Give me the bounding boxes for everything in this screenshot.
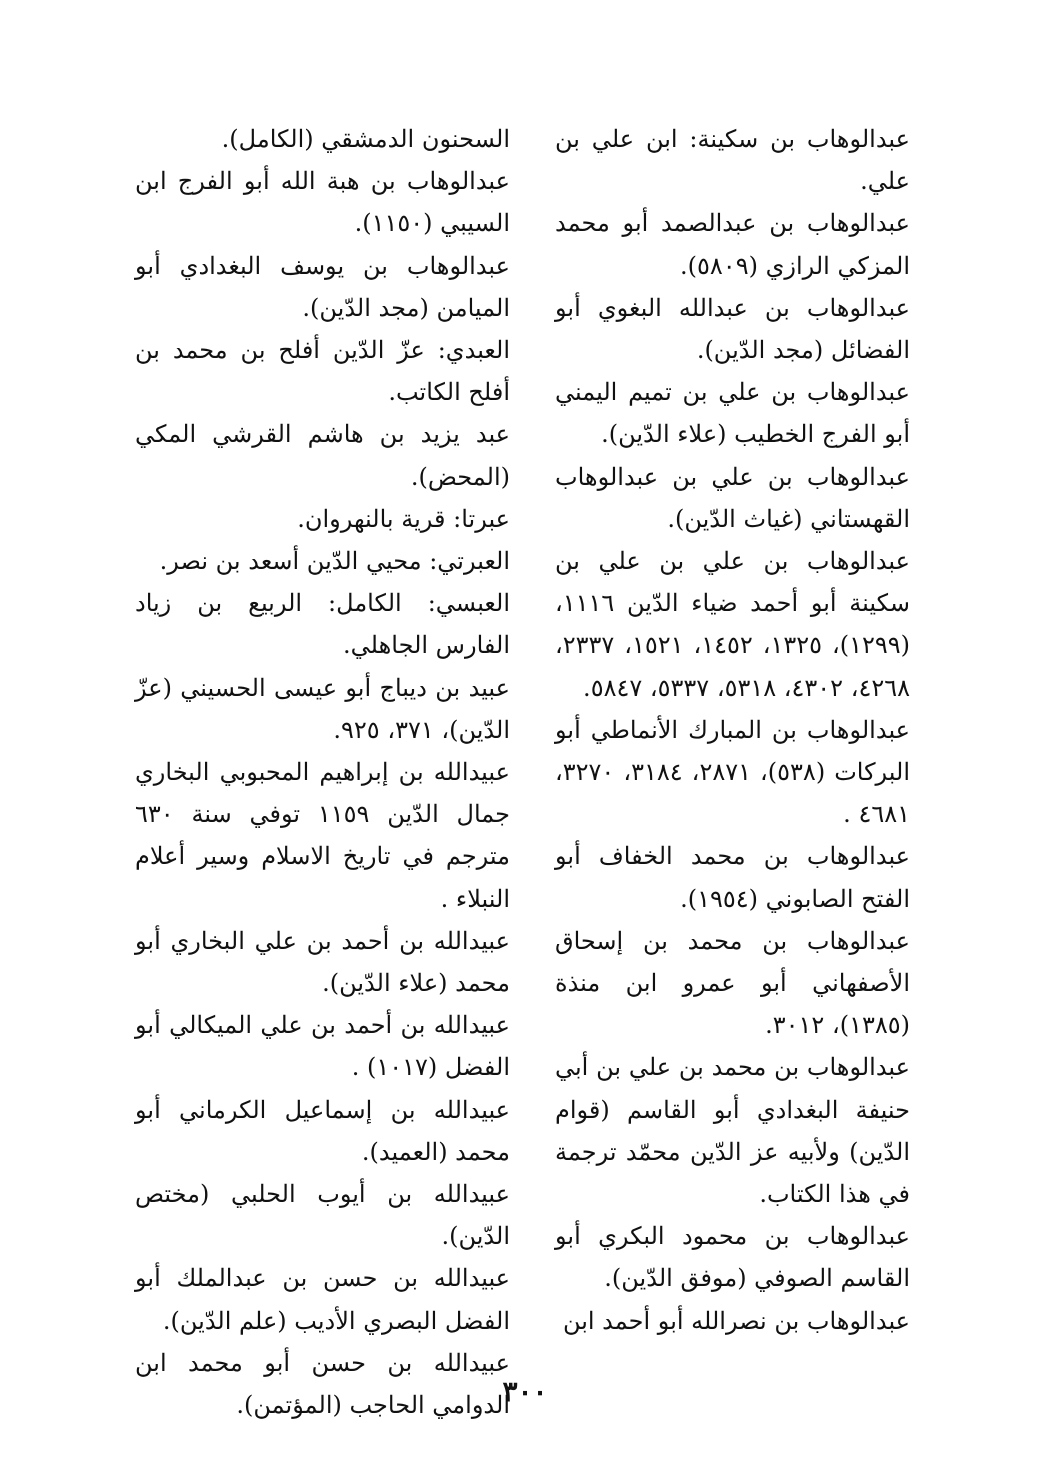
index-entry: عبدالوهاب بن علي بن علي بن سكينة أبو أحمد ضياء الدّين ١١١٦، (١٢٩٩)، ١٣٢٥، ١٤٥٢، ١٥٢١، ٢٣٣٧، ٤٢٦٨، ٤٣٠٢، ٥٣١٨، ٥٣٣٧، ٥٨٤٧.: [555, 547, 910, 702]
index-entry: عبدالوهاب بن علي بن تميم اليمني أبو الفرج الخطيب (علاء الدّين).: [555, 378, 910, 449]
index-entry: عبدالوهاب بن سكينة: ابن علي بن علي.: [555, 125, 910, 196]
index-entry: العبدي: عزّ الدّين أفلح بن محمد بن أفلح الكاتب.: [135, 336, 510, 407]
index-entry: عبدالوهاب بن محمد بن علي بن أبي حنيفة البغدادي أبو القاسم (قوام الدّين) ولأبيه عز الدّين محمّد ترجمة في هذا الكتاب.: [555, 1053, 910, 1209]
index-entry: عبرتا: قرية بالنهروان.: [297, 504, 510, 533]
index-entry: عبدالوهاب بن عبدالله البغوي أبو الفضائل (مجد الدّين).: [555, 293, 910, 365]
index-entry: عبيدالله بن أيوب الحلبي (مختص الدّين).: [135, 1180, 510, 1251]
index-entry: عبدالوهاب بن نصرالله أبو أحمد ابن: [562, 1306, 910, 1335]
index-entry: عبيدالله بن حسن أبو محمد ابن الدوامي الحاجب (المؤتمن).: [135, 1348, 510, 1420]
index-entry: العبسي: الكامل: الربيع بن زياد الفارس الجاهلي.: [135, 589, 510, 660]
index-entry: عبدالوهاب بن محمد الخفاف أبو الفتح الصابوني (١٩٥٤).: [555, 842, 910, 913]
index-entry: السحنون الدمشقي (الكامل).: [221, 125, 510, 153]
index-entry: عبدالوهاب بن المبارك الأنماطي أبو البركات (٥٣٨)، ٢٨٧١، ٣١٨٤، ٣٢٧٠، ٤٦٨١ .: [555, 715, 910, 829]
page-number: ٣٠٠: [502, 1375, 548, 1408]
index-entry: عبيدالله بن أحمد بن علي البخاري أبو محمد (علاء الدّين).: [135, 926, 510, 998]
index-entry: عبيدالله بن حسن بن عبدالملك أبو الفضل البصري الأديب (علم الدّين).: [135, 1264, 510, 1335]
index-entry: عبيد بن ديباج أبو عيسى الحسيني (عزّ الدّين)، ٣٧١، ٩٢٥.: [135, 673, 510, 744]
index-entry: عبدالوهاب بن هبة الله أبو الفرج ابن السيبي (١١٥٠).: [135, 167, 510, 238]
index-entry: عبدالوهاب بن محمود البكري أبو القاسم الصوفي (موفق الدّين).: [555, 1222, 910, 1293]
index-column-right: [555, 118, 910, 1342]
index-entry: عبدالوهاب بن محمد بن إسحاق الأصفهاني أبو عمرو ابن منذة (١٣٨٥)، ٣٠١٢.: [555, 926, 910, 1040]
index-entry: عبيدالله بن إبراهيم المحبوبي البخاري جمال الدّين ١١٥٩ توفي سنة ٦٣٠ مترجم في تاريخ الاسلام وسير أعلام النبلاء .: [135, 758, 510, 913]
index-entry: عبيدالله بن إسماعيل الكرماني أبو محمد (العميد).: [135, 1095, 510, 1166]
index-entry: عبد يزيد بن هاشم القرشي المكي (المحض).: [135, 420, 510, 491]
index-entry: عبدالوهاب بن يوسف البغدادي أبو الميامن (مجد الدّين).: [135, 251, 510, 322]
index-entry: عبدالوهاب بن عبدالصمد أبو محمد المزكي الرازي (٥٨٠٩).: [555, 209, 910, 280]
index-entry: عبيدالله بن أحمد بن علي الميكالي أبو الفضل (١٠١٧) .: [135, 1011, 510, 1082]
index-column-left: [135, 118, 510, 1426]
index-entry: عبدالوهاب بن علي بن عبدالوهاب القهستاني (غياث الدّين).: [555, 462, 910, 533]
index-entry: العبرتي: محيي الدّين أسعد بن نصر.: [159, 547, 510, 576]
